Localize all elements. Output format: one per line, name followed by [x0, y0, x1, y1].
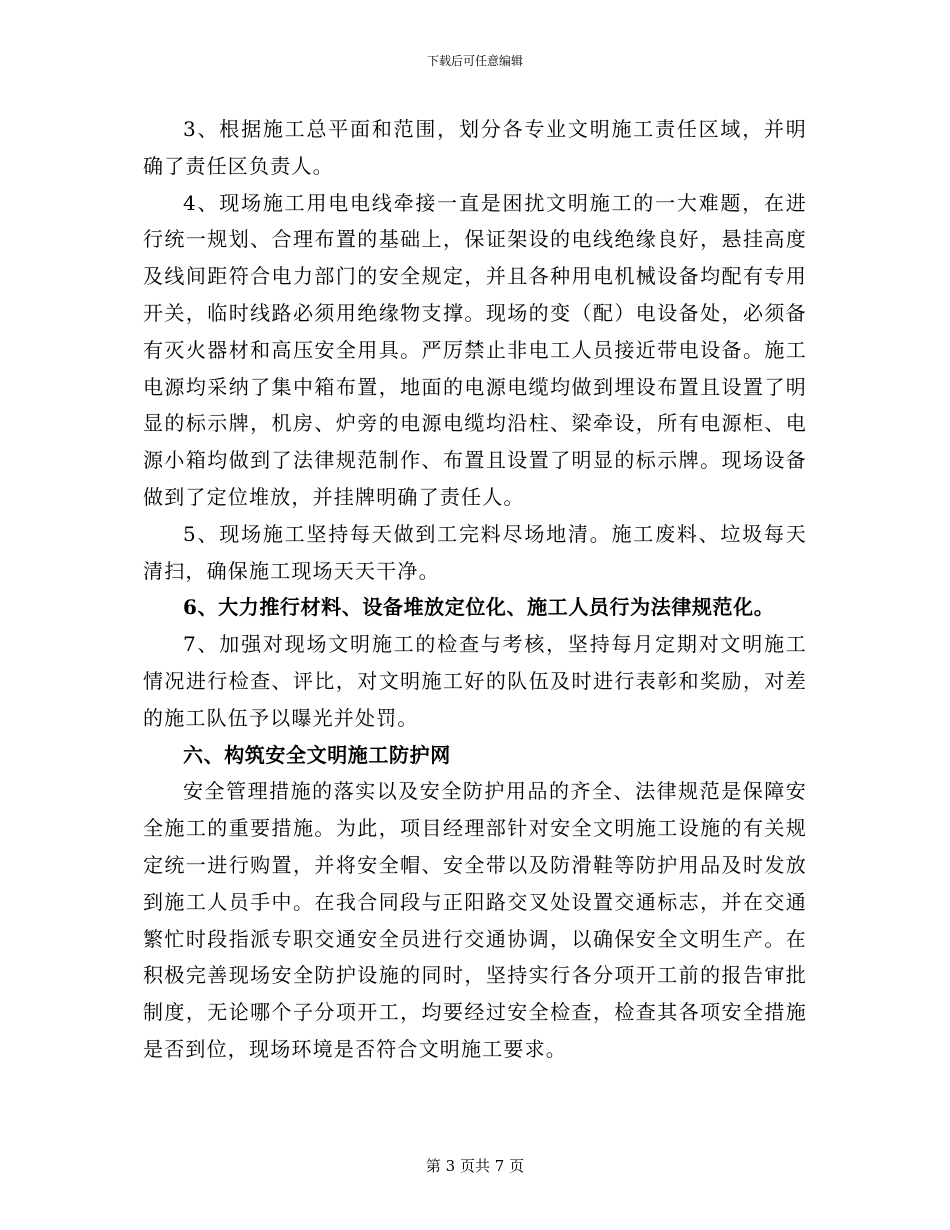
paragraph-item-4: 4、现场施工用电电线牵接一直是困扰文明施工的一大难题，在进行统一规划、合理布置的基础上，保证架设的电线绝缘良好，悬挂高度及线间距符合电力部门的安全规定，并且各种用电机械设备均配有专用开关，临时线路必须用绝缘物支撑。现场的变（配）电设备处，必须备有灭火器材和高压安全用具。严厉禁止非电工人员接近带电设备。施工电源均采纳了集中箱布置，地面的电源电缆均做到埋设布置且设置了明显的标示牌，机房、炉旁的电源电缆均沿柱、梁牵设，所有电源柜、电源小箱均做到了法律规范制作、布置且设置了明显的标示牌。现场设备做到了定位堆放，并挂牌明确了责任人。 [143, 190, 807, 509]
paragraph-item-5: 5、现场施工坚持每天做到工完料尽场地清。施工废料、垃圾每天清扫，确保施工现场天天干净。 [143, 521, 807, 583]
section-heading: 六、构筑安全文明施工防护网 [183, 742, 451, 767]
paragraph-item-3: 3、根据施工总平面和范围，划分各专业文明施工责任区域，并明确了责任区负责人。 [143, 117, 807, 178]
paragraph-item-7: 7、加强对现场文明施工的检查与考核，坚持每月定期对文明施工情况进行检查、评比，对文明施工好的队伍及时进行表彰和奖励，对差的施工队伍予以曝光并处罚。 [143, 632, 807, 730]
paragraph-item-6: 6、大力推行材料、设备堆放定位化、施工人员行为法律规范化。 [183, 595, 775, 620]
section-body-paragraph: 安全管理措施的落实以及安全防护用品的齐全、法律规范是保障安全施工的重要措施。为此，项目经理部针对安全文明施工设施的有关规定统一进行购置，并将安全帽、安全带以及防滑鞋等防护用品及时发放到施工人员手中。在我合同段与正阳路交叉处设置交通标志，并在交通繁忙时段指派专职交通安全员进行交通协调，以确保安全文明生产。在积极完善现场安全防护设施的同时，坚持实行各分项开工前的报告审批制度，无论哪个子分项开工，均要经过安全检查，检查其各项安全措施是否到位，现场环境是否符合文明施工要求。 [143, 779, 807, 1061]
document-body [143, 111, 807, 1068]
page-number: 第 3 页共 7 页 [425, 1157, 525, 1175]
page-header-note: 下载后可任意编辑 [426, 54, 523, 68]
